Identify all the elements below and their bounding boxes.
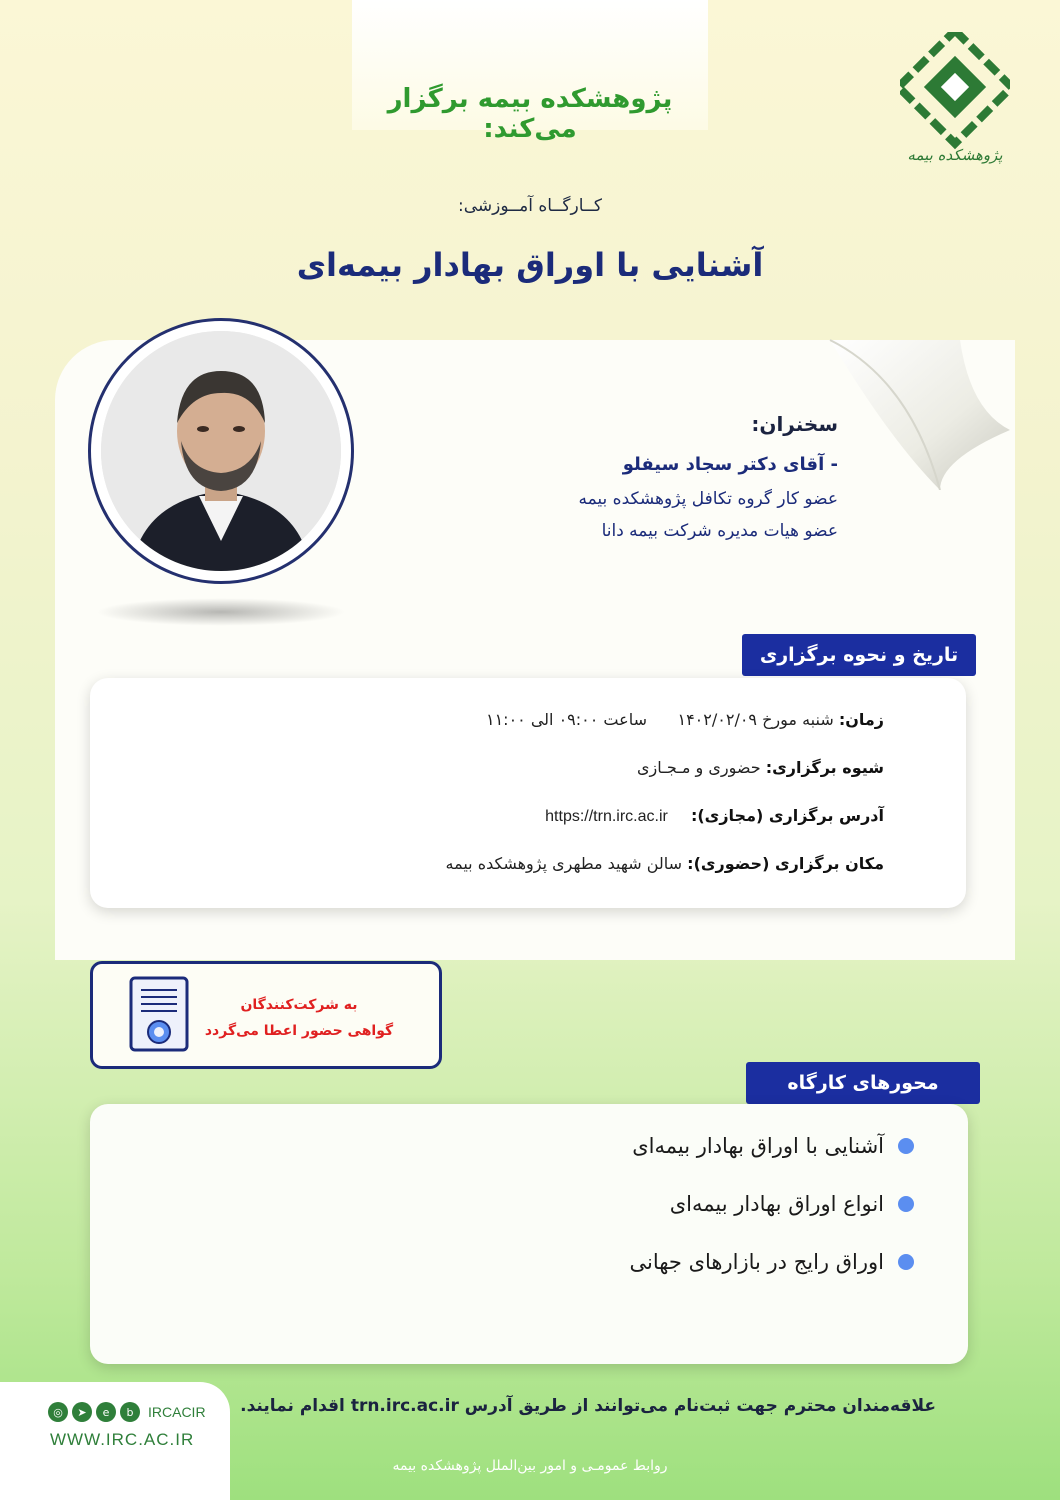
organizer-line: پژوهشکده بیمه برگزار می‌کند:	[387, 84, 673, 144]
topic-text: آشنایی با اوراق بهادار بیمه‌ای	[632, 1134, 884, 1158]
registration-note: علاقه‌مندان محترم جهت ثبت‌نام می‌توانند از طریق آدرس trn.irc.ac.ir اقدام نمایند.	[240, 1396, 936, 1416]
photo-shadow	[96, 598, 346, 626]
logo-caption: پژوهشکده بیمه	[907, 146, 1003, 164]
time-value: شنبه مورخ ۱۴۰۲/۰۲/۰۹ ساعت ۰۹:۰۰ الی ۱۱:۰۰	[485, 710, 834, 729]
topics-card	[90, 1104, 968, 1364]
workshop-label: کــارگــاه آمــوزشی:	[458, 196, 602, 216]
speakers-heading: سخنران:	[751, 412, 838, 436]
topic-text: انواع اوراق بهادار بیمه‌ای	[669, 1192, 884, 1216]
topic-text: اوراق رایج در بازارهای جهانی	[629, 1250, 884, 1274]
venue-value: سالن شهید مطهری پژوهشکده بیمه	[445, 854, 683, 873]
social-handle[interactable]: IRCACIR	[148, 1404, 206, 1420]
certificate-notice	[90, 961, 442, 1069]
speaker-role: عضو هیات مدیره شرکت بیمه دانا	[601, 521, 838, 541]
certificate-icon	[127, 976, 191, 1056]
list-item	[632, 1134, 914, 1158]
bullet-icon	[898, 1138, 914, 1154]
speaker-name: - آقای دکتر سجاد سیفلو	[622, 454, 838, 475]
speaker-photo	[101, 331, 341, 571]
social-links	[48, 1402, 206, 1422]
venue-row	[446, 854, 884, 873]
mode-value: حضوری و مـجـازی	[637, 758, 761, 777]
online-label: آدرس برگزاری (مجازی):	[690, 806, 884, 825]
workshop-title: آشنایی با اوراق بهادار بیمه‌ای	[296, 246, 764, 284]
certificate-line-2: گواهی حضور اعطا می‌گردد	[204, 1023, 394, 1039]
time-row	[486, 710, 884, 729]
page-curl-decoration	[820, 320, 1020, 490]
time-label: زمان:	[838, 710, 884, 729]
schedule-card	[90, 678, 966, 908]
certificate-line-1: به شرکت‌کنندگان	[240, 997, 358, 1013]
list-item	[670, 1192, 914, 1216]
telegram-icon[interactable]: ➤	[72, 1402, 92, 1422]
schedule-tab: تاریخ و نحوه برگزاری	[742, 634, 976, 676]
online-link[interactable]: https://trn.irc.ac.ir	[545, 808, 668, 825]
eitaa-icon[interactable]: e	[96, 1402, 116, 1422]
certificate-text	[199, 992, 399, 1044]
mode-label: شیوه برگزاری:	[765, 758, 884, 777]
bullet-icon	[898, 1254, 914, 1270]
bale-icon[interactable]: b	[120, 1402, 140, 1422]
online-row	[545, 806, 884, 826]
mode-row	[637, 758, 884, 777]
venue-label: مکان برگزاری (حضوری):	[687, 854, 884, 873]
list-item	[630, 1250, 915, 1274]
speakers-section	[418, 412, 838, 553]
bullet-icon	[898, 1196, 914, 1212]
instagram-icon[interactable]: ◎	[48, 1402, 68, 1422]
credits-line: روابط عمومـی و امور بین‌الملل پژوهشکده بیمه	[392, 1458, 668, 1474]
topics-tab: محورهای کارگاه	[746, 1062, 980, 1104]
speaker-role: عضو کار گروه تکافل پژوهشکده بیمه	[578, 489, 838, 509]
speaker-photo-frame	[88, 318, 354, 584]
website-link[interactable]: WWW.IRC.AC.IR	[50, 1430, 195, 1449]
